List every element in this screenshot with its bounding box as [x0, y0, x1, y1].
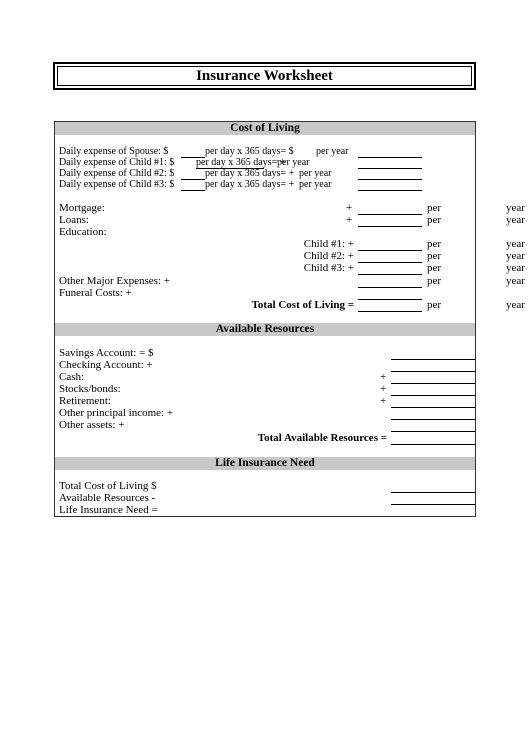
- spouse-per-year: per year: [316, 146, 349, 157]
- total-cost-field[interactable]: [358, 311, 422, 312]
- other-principal-label: Other principal income: +: [59, 407, 174, 419]
- child1-calc: per day x 365 days= +: [196, 157, 286, 168]
- spouse-label: Daily expense of Spouse: $: [59, 146, 169, 157]
- title-box: [53, 62, 476, 90]
- mortgage-label: Mortgage:: [59, 202, 105, 214]
- other-assets-field[interactable]: [391, 431, 475, 432]
- need-total-cost-label: Total Cost of Living $: [59, 480, 157, 492]
- total-resources-label: Total Available Resources =: [257, 432, 387, 444]
- savings-label: Savings Account: = $: [59, 347, 154, 359]
- edu-child2-year: year: [506, 250, 525, 262]
- worksheet-title: Insurance Worksheet: [57, 66, 472, 86]
- edu-child3-per: per: [427, 262, 442, 274]
- cash-plus: +: [380, 371, 387, 383]
- cash-field[interactable]: [391, 383, 475, 384]
- other-major-label: Other Major Expenses: +: [59, 275, 170, 287]
- edu-child1-year: year: [506, 238, 525, 250]
- child3-label: Daily expense of Child #3: $: [59, 179, 175, 190]
- cash-label: Cash:: [59, 371, 85, 383]
- edu-child3-year: year: [506, 262, 525, 274]
- child3-per-year: per year: [299, 179, 332, 190]
- spouse-annual-field[interactable]: [358, 157, 422, 158]
- edu-child2-per: per: [427, 250, 442, 262]
- child2-daily-field[interactable]: [181, 179, 205, 180]
- edu-child1-per: per: [427, 238, 442, 250]
- mortgage-field[interactable]: [358, 214, 422, 215]
- total-cost-per: per: [427, 299, 442, 311]
- loans-field[interactable]: [358, 226, 422, 227]
- stocks-plus: +: [380, 383, 387, 395]
- child1-per-year: per year: [277, 157, 310, 168]
- savings-field[interactable]: [391, 359, 475, 360]
- child3-daily-field[interactable]: [181, 190, 205, 191]
- retirement-plus: +: [380, 395, 387, 407]
- child3-annual-field[interactable]: [358, 190, 422, 191]
- edu-child3-label: Child #3: +: [303, 262, 354, 274]
- child1-annual-field[interactable]: [358, 168, 422, 169]
- total-resources-field[interactable]: [391, 444, 475, 445]
- child2-calc: per day x 365 days= +: [205, 168, 295, 179]
- loans-year: year: [506, 214, 525, 226]
- section-available-resources: Available Resources: [55, 323, 475, 336]
- mortgage-plus: +: [346, 202, 353, 214]
- checking-label: Checking Account: +: [59, 359, 153, 371]
- other-major-year: year: [506, 275, 525, 287]
- edu-child3-field[interactable]: [358, 274, 422, 275]
- edu-child2-field[interactable]: [358, 262, 422, 263]
- funeral-field[interactable]: [358, 299, 422, 300]
- edu-child2-label: Child #2: +: [303, 250, 354, 262]
- spouse-calc: per day x 365 days= $: [205, 146, 294, 157]
- edu-child1-label: Child #1: +: [303, 238, 354, 250]
- other-principal-field[interactable]: [391, 419, 475, 420]
- edu-child1-field[interactable]: [358, 250, 422, 251]
- child3-calc: per day x 365 days= +: [205, 179, 295, 190]
- retirement-field[interactable]: [391, 407, 475, 408]
- retirement-label: Retirement:: [59, 395, 111, 407]
- other-major-per: per: [427, 275, 442, 287]
- loans-label: Loans:: [59, 214, 89, 226]
- child2-label: Daily expense of Child #2: $: [59, 168, 175, 179]
- section-cost-of-living: Cost of Living: [55, 122, 475, 135]
- need-available-label: Available Resources -: [59, 492, 156, 504]
- need-total-cost-field[interactable]: [391, 492, 475, 493]
- other-assets-label: Other assets: +: [59, 419, 125, 431]
- mortgage-year: year: [506, 202, 525, 214]
- stocks-field[interactable]: [391, 395, 475, 396]
- checking-field[interactable]: [391, 371, 475, 372]
- total-cost-year: year: [506, 299, 525, 311]
- funeral-label: Funeral Costs: +: [59, 287, 132, 299]
- section-life-insurance-need: Life Insurance Need: [55, 457, 475, 470]
- total-cost-label: Total Cost of Living =: [251, 299, 354, 311]
- loans-plus: +: [346, 214, 353, 226]
- child2-per-year: per year: [299, 168, 332, 179]
- other-major-field[interactable]: [358, 287, 422, 288]
- education-label: Education:: [59, 226, 107, 238]
- loans-per: per: [427, 214, 442, 226]
- stocks-label: Stocks/bonds:: [59, 383, 121, 395]
- need-result-label: Life Insurance Need =: [59, 504, 158, 516]
- mortgage-per: per: [427, 202, 442, 214]
- need-available-field[interactable]: [391, 504, 475, 505]
- child2-annual-field[interactable]: [358, 179, 422, 180]
- child1-label: Daily expense of Child #1: $: [59, 157, 175, 168]
